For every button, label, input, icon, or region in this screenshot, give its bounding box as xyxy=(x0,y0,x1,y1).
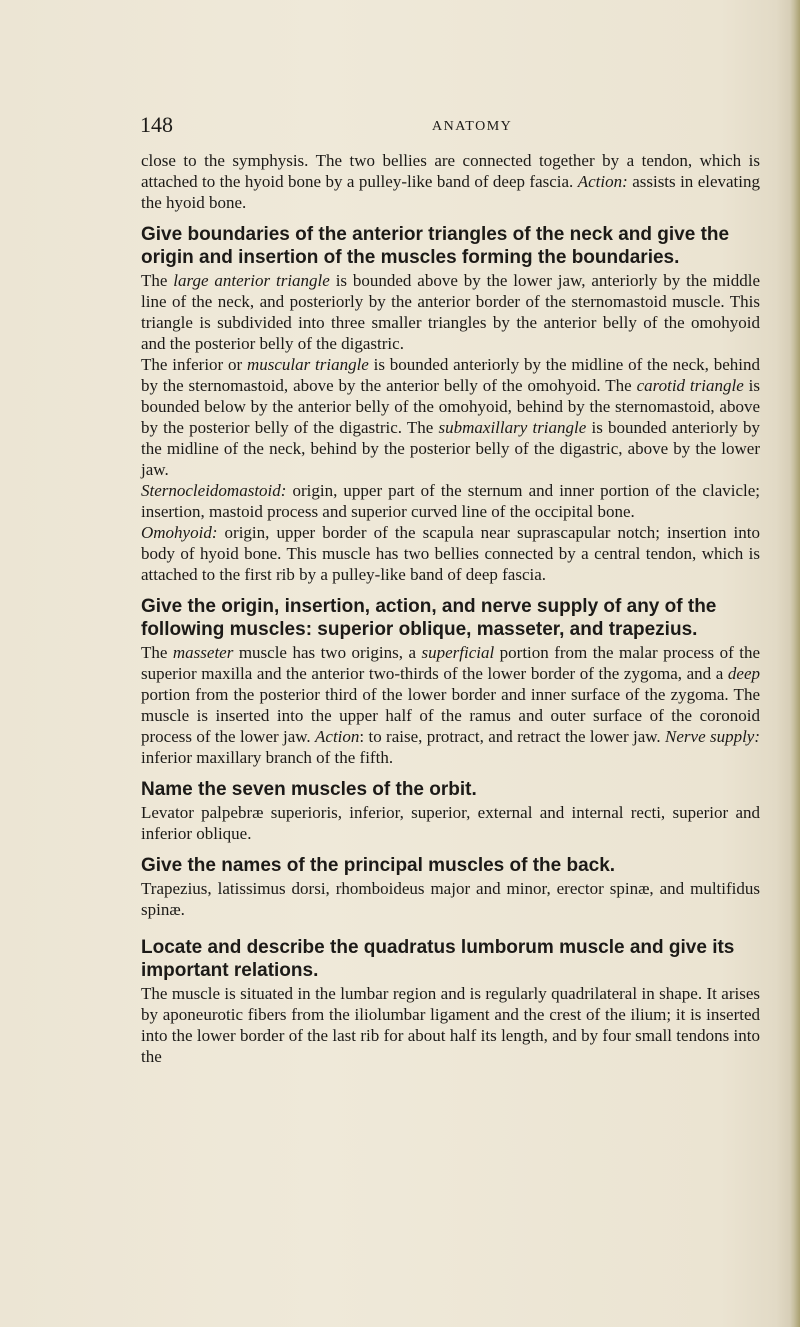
running-title: ANATOMY xyxy=(432,119,513,134)
text-run: close to the symphysis. The two bellies are connected together by a tendon, which is attached to the hyoid bone by a pulley-like band of deep fascia. xyxy=(141,151,760,191)
text-run: The inferior or xyxy=(141,355,247,374)
text-run: is bounded anteriorly by the midline of the neck, behind by the sternomastoid, above by the anterior belly of the omohyoid. The xyxy=(141,355,760,395)
italic-term: submaxillary triangle xyxy=(438,418,587,437)
paragraph xyxy=(141,802,760,844)
italic-term: large anterior triangle xyxy=(173,271,330,290)
paragraph xyxy=(141,522,760,585)
page-number: 148 xyxy=(140,112,173,137)
text-run: origin, upper part of the sternum and inner portion of the clavicle; insertion, mastoid process and superior curved line of the occipital bone. xyxy=(141,481,760,521)
text-run: The muscle is situated in the lumbar region and is regularly quadrilateral in shape. It arises by aponeurotic fibers from the iliolumbar ligament and the crest of the ilium; it is inserted into the lower border of the last rib for about half its length, and by four small tendons into the xyxy=(141,984,760,1066)
running-head xyxy=(140,112,760,142)
question-heading: Give the origin, insertion, action, and nerve supply of any of the following muscles: superior oblique, masseter, and trapezius. xyxy=(141,596,717,640)
text-run: Levator palpebræ superioris, inferior, superior, external and internal recti, superior and inferior oblique. xyxy=(141,803,760,843)
text-run: portion from the posterior third of the lower border and inner surface of the zygoma. The muscle is inserted into the upper half of the ramus and outer surface of the coronoid process of the lower jaw. xyxy=(141,685,760,746)
text-run: Trapezius, latissimus dorsi, rhomboideus major and minor, erector spinæ, and multifidus spinæ. xyxy=(141,879,760,919)
italic-term: Omohyoid: xyxy=(141,523,218,542)
text-run: muscle has two origins, a xyxy=(233,643,422,662)
italic-term: muscular triangle xyxy=(246,355,369,374)
paragraph xyxy=(141,983,760,1067)
italic-term: carotid triangle xyxy=(636,376,744,395)
italic-term: superficial xyxy=(421,643,495,662)
text-run: : to raise, protract, and retract the lower jaw. xyxy=(359,727,666,746)
italic-term: Action: xyxy=(577,172,628,191)
italic-term: deep xyxy=(727,664,760,683)
text-run: is bounded above by the lower jaw, anteriorly by the middle line of the neck, and posteriorly by the anterior border of the sternomastoid muscle. This triangle is subdivided into three smaller triangles by the anterior belly of the omohyoid and the posterior belly of the digastric. xyxy=(141,271,760,353)
paragraph xyxy=(141,878,760,920)
question-heading: Give the names of the principal muscles of the back. xyxy=(141,855,616,876)
text-run: The xyxy=(141,271,174,290)
text-run: origin, upper border of the scapula near suprascapular notch; insertion into body of hyoid bone. This muscle has two bellies connected by a central tendon, which is attached to the first rib by a pulley-like band of deep fascia. xyxy=(141,523,760,584)
text-run: inferior maxillary branch of the fifth. xyxy=(141,748,394,767)
text-run: The xyxy=(141,643,173,662)
question-heading: Name the seven muscles of the orbit. xyxy=(141,779,477,800)
text-run: portion from the malar process of the superior maxilla and the anterior two-thirds of the lower border of the zygoma, and a xyxy=(141,643,760,683)
italic-term: Action xyxy=(315,727,360,746)
italic-term: masseter xyxy=(172,643,234,662)
text-run: is bounded anteriorly by the midline of the neck, behind by the posterior belly of the digastric, above by the lower jaw. xyxy=(141,418,761,479)
paragraph xyxy=(141,642,760,768)
question-heading: Locate and describe the quadratus lumborum muscle and give its important relations. xyxy=(141,937,735,981)
paragraph xyxy=(141,150,760,213)
text-run: is bounded below by the anterior belly of the omohyoid, behind by the sternomastoid, above by the posterior belly of the digastric. The xyxy=(141,376,760,437)
paragraph xyxy=(141,270,760,354)
italic-term: Sternocleidomastoid: xyxy=(141,481,287,500)
question-heading: Give boundaries of the anterior triangles of the neck and give the origin and insertion of the muscles forming the boundaries. xyxy=(141,224,730,268)
text-run: assists in elevating the hyoid bone. xyxy=(141,172,761,212)
italic-term: Nerve supply: xyxy=(665,727,761,746)
paragraph xyxy=(141,354,760,480)
page-edge-shadow xyxy=(790,0,800,1327)
body-text xyxy=(141,150,760,1067)
paragraph xyxy=(141,480,760,522)
